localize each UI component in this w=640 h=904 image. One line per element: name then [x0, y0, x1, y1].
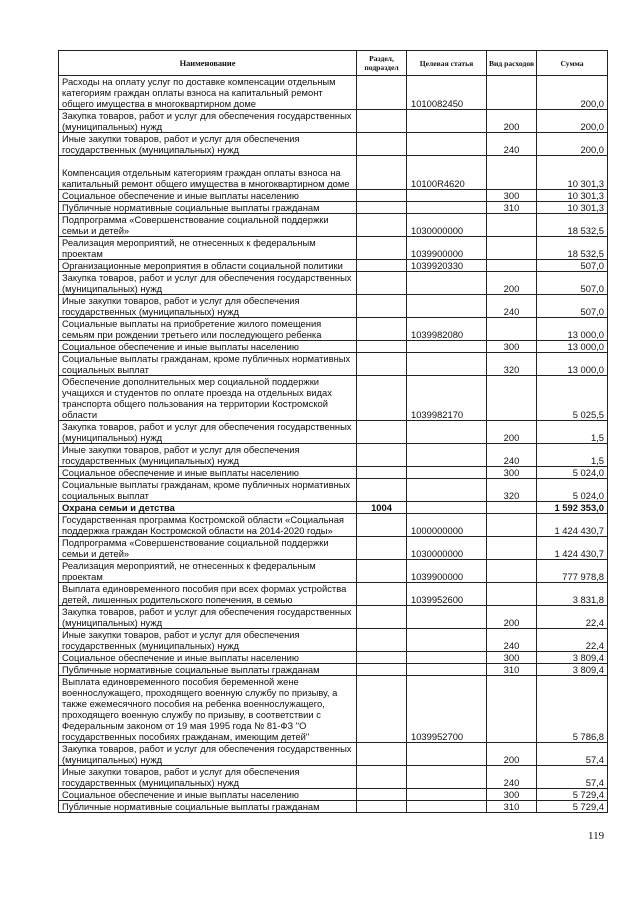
row-target-cell — [407, 110, 487, 133]
row-type-cell — [487, 318, 537, 341]
budget-table — [58, 50, 608, 813]
row-amount-cell: 57,4 — [537, 766, 608, 789]
row-target-cell: 1030000000 — [407, 214, 487, 237]
row-amount-cell: 5 786,8 — [537, 676, 608, 743]
row-name-cell: Выплата единовременного пособия при всех формах устройства детей, лишенных родительского попечения, в семью — [59, 583, 357, 606]
row-amount-cell: 3 809,4 — [537, 664, 608, 676]
row-section-cell — [357, 214, 407, 237]
table-row — [59, 376, 608, 421]
row-section-cell — [357, 421, 407, 444]
row-name-cell: Обеспечение дополнительных мер социальной поддержки учащихся и студентов по оплате проезда на отдельных видах транспорта общего пользования на территории Костромской области — [59, 376, 357, 421]
row-target-cell — [407, 272, 487, 295]
row-type-cell: 300 — [487, 341, 537, 353]
table-row — [59, 652, 608, 664]
row-type-cell — [487, 502, 537, 514]
table-row — [59, 156, 608, 190]
row-type-cell — [487, 560, 537, 583]
table-header-row — [59, 51, 608, 76]
row-amount-cell: 5 024,0 — [537, 479, 608, 502]
row-amount-cell: 57,4 — [537, 743, 608, 766]
table-row — [59, 514, 608, 537]
row-section-cell — [357, 318, 407, 341]
row-target-cell: 1039900000 — [407, 237, 487, 260]
header-amount: Сумма — [537, 51, 608, 76]
table-row — [59, 743, 608, 766]
row-section-cell — [357, 560, 407, 583]
row-type-cell — [487, 537, 537, 560]
row-amount-cell: 5 024,0 — [537, 467, 608, 479]
row-section-cell — [357, 272, 407, 295]
row-name-cell: Закупка товаров, работ и услуг для обеспечения государственных (муниципальных) нужд — [59, 743, 357, 766]
row-section-cell — [357, 743, 407, 766]
row-section-cell — [357, 606, 407, 629]
row-name-cell: Социальное обеспечение и иные выплаты населению — [59, 789, 357, 801]
row-name-cell: Подпрограмма «Совершенствование социальной поддержки семьи и детей» — [59, 537, 357, 560]
header-target: Целевая статья — [407, 51, 487, 76]
row-amount-cell: 507,0 — [537, 272, 608, 295]
table-row — [59, 202, 608, 214]
table-row — [59, 664, 608, 676]
row-section-cell — [357, 537, 407, 560]
row-target-cell: 1039982170 — [407, 376, 487, 421]
table-row — [59, 190, 608, 202]
row-type-cell: 300 — [487, 789, 537, 801]
table-row — [59, 110, 608, 133]
row-name-cell: Закупка товаров, работ и услуг для обеспечения государственных (муниципальных) нужд — [59, 272, 357, 295]
row-amount-cell: 18 532,5 — [537, 237, 608, 260]
row-section-cell — [357, 467, 407, 479]
table-row — [59, 479, 608, 502]
row-amount-cell: 13 000,0 — [537, 318, 608, 341]
row-target-cell — [407, 789, 487, 801]
row-name-cell: Расходы на оплату услуг по доставке компенсации отдельным категориям граждан оплаты взноса на капитальный ремонт общего имущества в многоквартирном доме — [59, 76, 357, 110]
header-name: Наименование — [59, 51, 357, 76]
row-name-cell: Публичные нормативные социальные выплаты гражданам — [59, 664, 357, 676]
row-section-cell — [357, 376, 407, 421]
row-section-cell — [357, 444, 407, 467]
row-type-cell: 240 — [487, 629, 537, 652]
row-name-cell: Социальные выплаты гражданам, кроме публичных нормативных социальных выплат — [59, 353, 357, 376]
table-row — [59, 560, 608, 583]
row-name-cell: Публичные нормативные социальные выплаты гражданам — [59, 202, 357, 214]
row-amount-cell: 1 424 430,7 — [537, 514, 608, 537]
row-name-cell: Закупка товаров, работ и услуг для обеспечения государственных (муниципальных) нужд — [59, 421, 357, 444]
row-name-cell: Социальное обеспечение и иные выплаты населению — [59, 467, 357, 479]
row-target-cell — [407, 606, 487, 629]
table-row — [59, 789, 608, 801]
row-name-cell: Подпрограмма «Совершенствование социальной поддержки семьи и детей» — [59, 214, 357, 237]
row-section-cell — [357, 629, 407, 652]
row-type-cell — [487, 676, 537, 743]
row-amount-cell: 507,0 — [537, 260, 608, 272]
row-section-cell — [357, 789, 407, 801]
row-amount-cell: 1,5 — [537, 421, 608, 444]
table-row — [59, 341, 608, 353]
row-type-cell — [487, 214, 537, 237]
row-type-cell — [487, 376, 537, 421]
row-amount-cell: 5 729,4 — [537, 789, 608, 801]
table-row — [59, 629, 608, 652]
row-section-cell — [357, 156, 407, 190]
row-name-cell: Иные закупки товаров, работ и услуг для обеспечения государственных (муниципальных) нужд — [59, 444, 357, 467]
row-name-cell: Социальное обеспечение и иные выплаты населению — [59, 341, 357, 353]
row-target-cell — [407, 743, 487, 766]
row-target-cell — [407, 202, 487, 214]
row-name-cell: Социальные выплаты гражданам, кроме публичных нормативных социальных выплат — [59, 479, 357, 502]
table-row — [59, 318, 608, 341]
row-target-cell — [407, 190, 487, 202]
row-amount-cell: 5 729,4 — [537, 801, 608, 813]
table-row — [59, 260, 608, 272]
row-target-cell: 1039982080 — [407, 318, 487, 341]
row-target-cell — [407, 295, 487, 318]
row-target-cell — [407, 479, 487, 502]
row-section-cell — [357, 190, 407, 202]
row-type-cell: 200 — [487, 421, 537, 444]
table-row — [59, 76, 608, 110]
row-section-cell — [357, 766, 407, 789]
row-section-cell — [357, 583, 407, 606]
table-row — [59, 766, 608, 789]
table-row — [59, 676, 608, 743]
row-amount-cell: 1 592 353,0 — [537, 502, 608, 514]
row-amount-cell: 13 000,0 — [537, 341, 608, 353]
row-amount-cell: 10 301,3 — [537, 202, 608, 214]
row-amount-cell: 200,0 — [537, 133, 608, 156]
row-amount-cell: 22,4 — [537, 629, 608, 652]
row-target-cell: 1039952700 — [407, 676, 487, 743]
row-type-cell: 200 — [487, 606, 537, 629]
row-name-cell: Иные закупки товаров, работ и услуг для обеспечения государственных (муниципальных) нужд — [59, 133, 357, 156]
table-row — [59, 583, 608, 606]
row-type-cell — [487, 514, 537, 537]
row-target-cell: 1030000000 — [407, 537, 487, 560]
row-name-cell: Социальное обеспечение и иные выплаты населению — [59, 652, 357, 664]
row-section-cell — [357, 801, 407, 813]
table-row — [59, 237, 608, 260]
row-section-cell — [357, 133, 407, 156]
row-type-cell: 320 — [487, 353, 537, 376]
row-target-cell — [407, 502, 487, 514]
row-section-cell — [357, 202, 407, 214]
row-target-cell: 1039952600 — [407, 583, 487, 606]
row-amount-cell: 507,0 — [537, 295, 608, 318]
row-target-cell — [407, 801, 487, 813]
row-section-cell — [357, 353, 407, 376]
header-section: Раздел, подраздел — [357, 51, 407, 76]
table-row — [59, 502, 608, 514]
row-amount-cell: 5 025,5 — [537, 376, 608, 421]
row-type-cell — [487, 237, 537, 260]
row-amount-cell: 3 809,4 — [537, 652, 608, 664]
row-name-cell: Охрана семьи и детства — [59, 502, 357, 514]
row-name-cell: Закупка товаров, работ и услуг для обеспечения государственных (муниципальных) нужд — [59, 606, 357, 629]
row-name-cell: Социальные выплаты на приобретение жилого помещения семьям при рождении третьего или последующего ребенка — [59, 318, 357, 341]
row-target-cell — [407, 341, 487, 353]
row-target-cell: 1039900000 — [407, 560, 487, 583]
row-type-cell: 200 — [487, 110, 537, 133]
table-row — [59, 606, 608, 629]
table-row — [59, 444, 608, 467]
row-amount-cell: 3 831,8 — [537, 583, 608, 606]
header-type: Вид расходов — [487, 51, 537, 76]
row-section-cell — [357, 664, 407, 676]
table-row — [59, 537, 608, 560]
table-row — [59, 214, 608, 237]
row-type-cell: 310 — [487, 664, 537, 676]
row-section-cell — [357, 76, 407, 110]
row-type-cell — [487, 156, 537, 190]
row-type-cell: 200 — [487, 743, 537, 766]
row-type-cell — [487, 260, 537, 272]
row-section-cell: 1004 — [357, 502, 407, 514]
row-target-cell — [407, 629, 487, 652]
row-type-cell: 240 — [487, 766, 537, 789]
row-target-cell: 1010082450 — [407, 76, 487, 110]
row-amount-cell: 200,0 — [537, 110, 608, 133]
row-target-cell — [407, 353, 487, 376]
table-body — [59, 76, 608, 813]
row-type-cell: 240 — [487, 133, 537, 156]
row-amount-cell: 777 978,8 — [537, 560, 608, 583]
table-row — [59, 353, 608, 376]
row-target-cell — [407, 421, 487, 444]
table-row — [59, 421, 608, 444]
row-amount-cell: 1 424 430,7 — [537, 537, 608, 560]
table-row — [59, 467, 608, 479]
row-amount-cell: 18 532,5 — [537, 214, 608, 237]
row-target-cell — [407, 467, 487, 479]
row-name-cell: Реализация мероприятий, не отнесенных к федеральным проектам — [59, 560, 357, 583]
row-type-cell — [487, 583, 537, 606]
row-name-cell: Реализация мероприятий, не отнесенных к федеральным проектам — [59, 237, 357, 260]
row-target-cell: 10100R4620 — [407, 156, 487, 190]
row-name-cell: Организационные мероприятия в области социальной политики — [59, 260, 357, 272]
row-type-cell: 240 — [487, 295, 537, 318]
row-section-cell — [357, 479, 407, 502]
row-type-cell: 320 — [487, 479, 537, 502]
row-type-cell: 300 — [487, 190, 537, 202]
row-type-cell: 310 — [487, 801, 537, 813]
row-section-cell — [357, 341, 407, 353]
row-name-cell: Иные закупки товаров, работ и услуг для обеспечения государственных (муниципальных) нужд — [59, 629, 357, 652]
row-amount-cell: 10 301,3 — [537, 156, 608, 190]
row-name-cell: Публичные нормативные социальные выплаты гражданам — [59, 801, 357, 813]
row-amount-cell: 13 000,0 — [537, 353, 608, 376]
row-section-cell — [357, 652, 407, 664]
row-name-cell: Выплата единовременного пособия беременной жене военнослужащего, проходящего военную службу по призыву, а также ежемесячного пособия на ребенка военнослужащего, проходящего военную службу по призыву, в соответствии с Федеральным законом от 19 мая 1995 года № 81-ФЗ "О государственных пособиях гражданам, имеющим детей" — [59, 676, 357, 743]
row-section-cell — [357, 260, 407, 272]
table-row — [59, 133, 608, 156]
row-amount-cell: 1,5 — [537, 444, 608, 467]
row-type-cell: 300 — [487, 467, 537, 479]
row-target-cell — [407, 652, 487, 664]
row-section-cell — [357, 514, 407, 537]
row-target-cell: 1039920330 — [407, 260, 487, 272]
row-type-cell: 300 — [487, 652, 537, 664]
row-target-cell: 1000000000 — [407, 514, 487, 537]
row-name-cell: Социальное обеспечение и иные выплаты населению — [59, 190, 357, 202]
table-row — [59, 272, 608, 295]
row-name-cell: Закупка товаров, работ и услуг для обеспечения государственных (муниципальных) нужд — [59, 110, 357, 133]
row-type-cell: 310 — [487, 202, 537, 214]
row-type-cell: 240 — [487, 444, 537, 467]
row-section-cell — [357, 110, 407, 133]
row-name-cell: Компенсация отдельным категориям граждан оплаты взноса на капитальный ремонт общего имущества в многоквартирном доме — [59, 156, 357, 190]
row-section-cell — [357, 676, 407, 743]
row-target-cell — [407, 444, 487, 467]
row-amount-cell: 10 301,3 — [537, 190, 608, 202]
row-amount-cell: 22,4 — [537, 606, 608, 629]
row-type-cell: 200 — [487, 272, 537, 295]
page-number: 119 — [588, 830, 605, 842]
row-name-cell: Государственная программа Костромской области «Социальная поддержка граждан Костромской области на 2014-2020 годы» — [59, 514, 357, 537]
row-name-cell: Иные закупки товаров, работ и услуг для обеспечения государственных (муниципальных) нужд — [59, 766, 357, 789]
row-target-cell — [407, 766, 487, 789]
table-row — [59, 295, 608, 318]
row-type-cell — [487, 76, 537, 110]
row-amount-cell: 200,0 — [537, 76, 608, 110]
table-row — [59, 801, 608, 813]
row-name-cell: Иные закупки товаров, работ и услуг для обеспечения государственных (муниципальных) нужд — [59, 295, 357, 318]
row-target-cell — [407, 664, 487, 676]
row-target-cell — [407, 133, 487, 156]
row-section-cell — [357, 237, 407, 260]
row-section-cell — [357, 295, 407, 318]
